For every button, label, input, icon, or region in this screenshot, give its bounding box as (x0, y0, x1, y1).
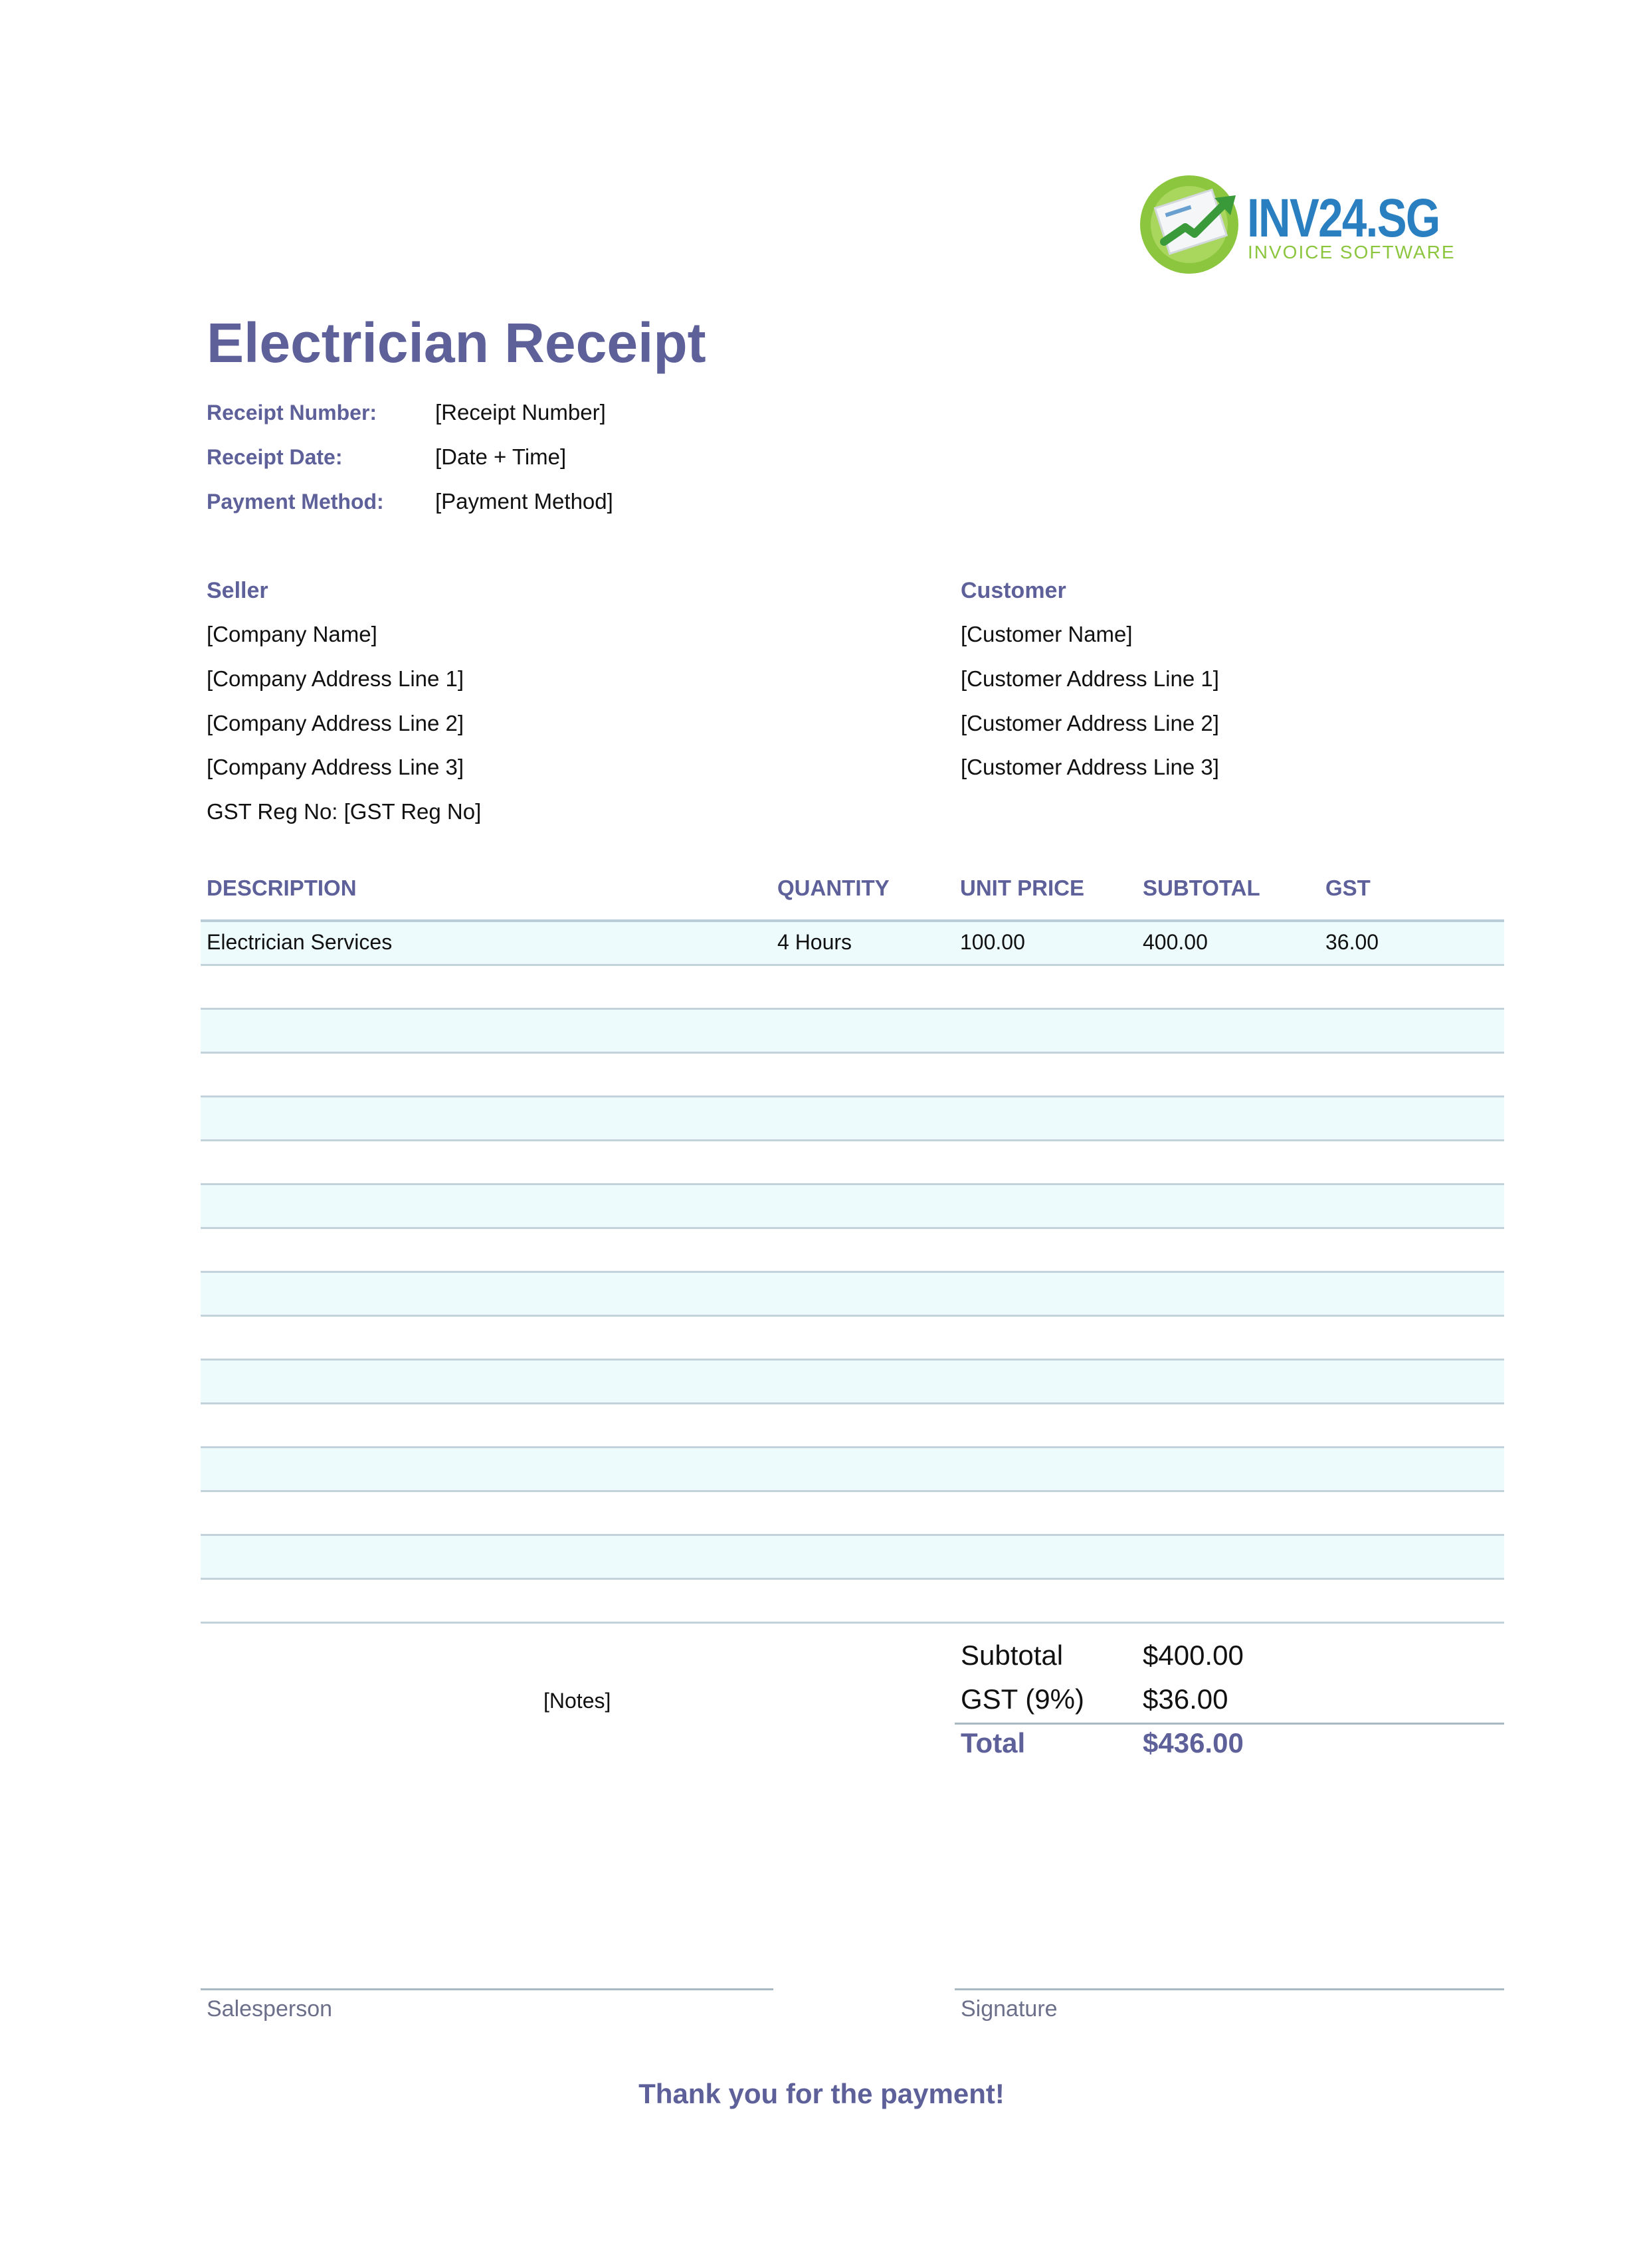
signature-line (955, 1988, 1504, 1990)
signature-label: Signature (961, 1996, 1058, 2022)
table-row-empty (201, 1010, 1504, 1054)
table-header-row (201, 870, 1504, 922)
salesperson-line (201, 1988, 773, 1990)
customer-address-line-2: [Customer Address Line 2] (961, 711, 1219, 735)
table-row-empty (201, 1185, 1504, 1229)
totals-divider (955, 1723, 1504, 1725)
table-row-empty (201, 1361, 1504, 1404)
subtotal-label: Subtotal (961, 1640, 1064, 1671)
gst-value: $36.00 (1143, 1683, 1228, 1715)
table-row-empty (201, 1141, 1504, 1185)
customer-heading: Customer (961, 578, 1066, 603)
column-header-quantity: QUANTITY (777, 876, 890, 900)
total-value: $436.00 (1143, 1727, 1244, 1758)
table-row-empty (201, 1580, 1504, 1624)
salesperson-label: Salesperson (207, 1996, 333, 2022)
subtotal-value: $400.00 (1143, 1640, 1244, 1671)
table-row-empty (201, 1273, 1504, 1317)
cell-description: Electrician Services (207, 930, 393, 954)
table-row-empty (201, 1229, 1504, 1273)
table-row-empty (201, 966, 1504, 1010)
table-row-empty (201, 1097, 1504, 1141)
payment-method-value: [Payment Method] (435, 489, 613, 514)
column-header-unit-price: UNIT PRICE (960, 876, 1085, 900)
column-header-description: DESCRIPTION (207, 876, 357, 900)
line-items-table (201, 870, 1504, 1624)
table-row-empty (201, 1448, 1504, 1492)
customer-address-line-3: [Customer Address Line 3] (961, 755, 1219, 779)
thank-you-message: Thank you for the payment! (638, 2078, 1005, 2109)
receipt-date-label: Receipt Date: (207, 445, 343, 469)
table-row-empty (201, 1536, 1504, 1580)
cell-unit-price: 100.00 (960, 930, 1025, 954)
cell-quantity: 4 Hours (777, 930, 852, 954)
receipt-number-label: Receipt Number: (207, 401, 377, 425)
receipt-number-value: [Receipt Number] (435, 400, 606, 425)
table-row-empty (201, 1492, 1504, 1536)
total-label: Total (961, 1727, 1026, 1758)
payment-method-label: Payment Method: (207, 490, 384, 514)
seller-company-name: [Company Name] (207, 622, 377, 646)
table-row-empty (201, 1404, 1504, 1448)
column-header-gst: GST (1325, 876, 1371, 900)
receipt-date-value: [Date + Time] (435, 444, 567, 469)
cell-gst: 36.00 (1325, 930, 1379, 954)
seller-address-line-2: [Company Address Line 2] (207, 711, 464, 735)
logo-tagline: INVOICE SOFTWARE (1248, 242, 1456, 262)
seller-address-line-3: [Company Address Line 3] (207, 755, 464, 779)
table-row-empty (201, 1054, 1504, 1097)
table-row (201, 922, 1504, 966)
seller-heading: Seller (207, 578, 268, 603)
gst-label: GST (9%) (961, 1683, 1084, 1715)
page-title: Electrician Receipt (207, 312, 706, 374)
seller-gst-reg: GST Reg No: [GST Reg No] (207, 799, 482, 824)
notes-text: [Notes] (543, 1689, 611, 1713)
table-row-empty (201, 1317, 1504, 1361)
logo-brand-text: INV24.SG (1247, 188, 1440, 248)
cell-subtotal: 400.00 (1143, 930, 1208, 954)
seller-address-line-1: [Company Address Line 1] (207, 666, 464, 691)
customer-name: [Customer Name] (961, 622, 1133, 646)
column-header-subtotal: SUBTOTAL (1143, 876, 1260, 900)
customer-address-line-1: [Customer Address Line 1] (961, 666, 1219, 691)
